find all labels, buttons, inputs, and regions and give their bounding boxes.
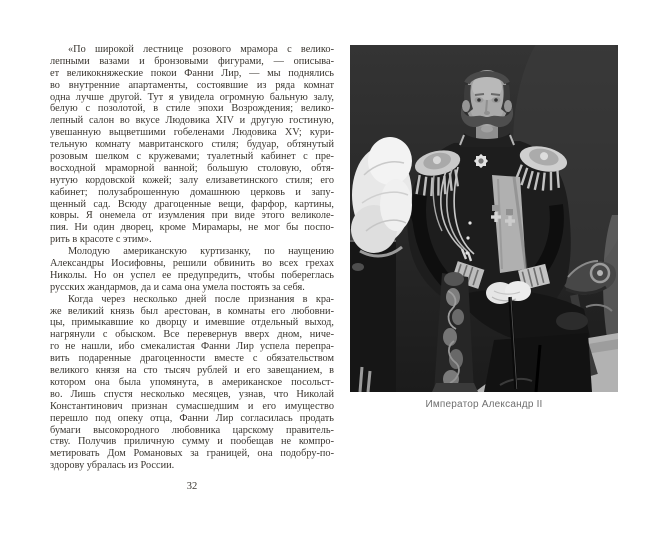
text-line: великого князя на сто тысяч рублей и его завещанием, в: [50, 365, 334, 377]
text-line: здорову убралась из России.: [50, 460, 175, 472]
text-line: увешанную выцветшими гобеленами Людовика XV; кури-: [50, 127, 334, 139]
text-line: одна лучше другой. Тут я увидела огромную бальную залу,: [50, 91, 334, 103]
text-line: Николы. Но он успел ее предупредить, чтобы побереглась: [50, 269, 334, 281]
text-line: метировать Дом Романовых за границей, она подобру-по-: [50, 448, 334, 460]
text-line: восходной мраморной ванной; большую столовую, обтя-: [50, 162, 334, 174]
text-line: белую с позолотой, в стиле эпохи Возрождения; велико-: [50, 103, 334, 115]
text-line: тельную комнату мавританского стиля; будуар, обтянутый: [50, 139, 334, 151]
text-line: нагрянули с обыском. Все перевернув вверх дном, ниче-: [50, 329, 334, 341]
text-line: щенный сад. Всюду драгоценные вещи, фарфор, картины,: [50, 198, 334, 210]
text-line: лепными вазами и бронзовыми фигурами, — описыва-: [50, 55, 334, 67]
text-line: пия. Ни один дворец, кроме Мирамары, не мог бы поспо-: [50, 222, 334, 234]
star-order: [474, 154, 488, 168]
text-line: бумаги высокородного любовника царскому правитель-: [50, 424, 334, 436]
text-line: рить в красоте с этим».: [50, 234, 152, 246]
text-line: кабинет; полузаброшенную домашнюю церковь и запу-: [50, 186, 334, 198]
text-line: же великий князь был арестован, в комнаты его любовни-: [50, 305, 334, 317]
portrait-photo: [350, 45, 618, 392]
text-line: лепный салон во вкусе Людовика XIV и другую гостиную,: [50, 115, 334, 127]
text-line: Когда через несколько дней после признания в кра-: [68, 293, 334, 305]
text-line: ству. Получив приличную сумму и пообещав не компро-: [50, 436, 334, 448]
text-line: вить подаренные драгоценности вместе с обязательством: [50, 353, 334, 365]
text-line: Александры Иосифовны, решили обвинить во всех грехах: [50, 258, 334, 270]
page-number: 32: [186, 481, 198, 492]
text-line: во внутренние апартаменты, состоявшие из ряда комнат: [50, 79, 334, 91]
text-line: Константинович признан сумасшедшим и его имущество: [50, 400, 334, 412]
text-line: «По широкой лестнице розового мрамора с велико-: [68, 44, 334, 55]
text-line: во. Лишь спустя несколько месяцев, узнав, что Николай: [50, 388, 334, 400]
text-line: го не нашли, ибо смекалистая Фанни Лир успела перепра-: [50, 341, 334, 353]
text-column: [50, 44, 334, 472]
text-line: цы, примыкавшие ко дворцу и имевшие отдельный выход,: [50, 317, 334, 329]
photo-caption: Император Александр II: [425, 399, 543, 410]
text-line: нутую кордовской кожей; залу елизаветинского стиля; его: [50, 174, 334, 186]
text-line: Молодую американскую куртизанку, по наущению: [68, 246, 334, 258]
portrait-photo-svg: [350, 45, 618, 392]
text-line: ет великокняжеские покои Фанни Лир, — мы поднялись: [50, 67, 334, 79]
text-line: котором она была упомянута, в американское посольст-: [50, 376, 334, 388]
text-line: ковры. Я онемела от изумления при виде этого великоле-: [50, 210, 334, 222]
text-line: русских жандармов, да и сама она умела постоять за себя.: [50, 281, 305, 293]
text-line: розовым шелком с кружевами; туалетный кабинет с пре-: [50, 151, 334, 163]
text-line: перешло под опеку отца, Фанни Лир согласилась продать: [50, 412, 334, 424]
